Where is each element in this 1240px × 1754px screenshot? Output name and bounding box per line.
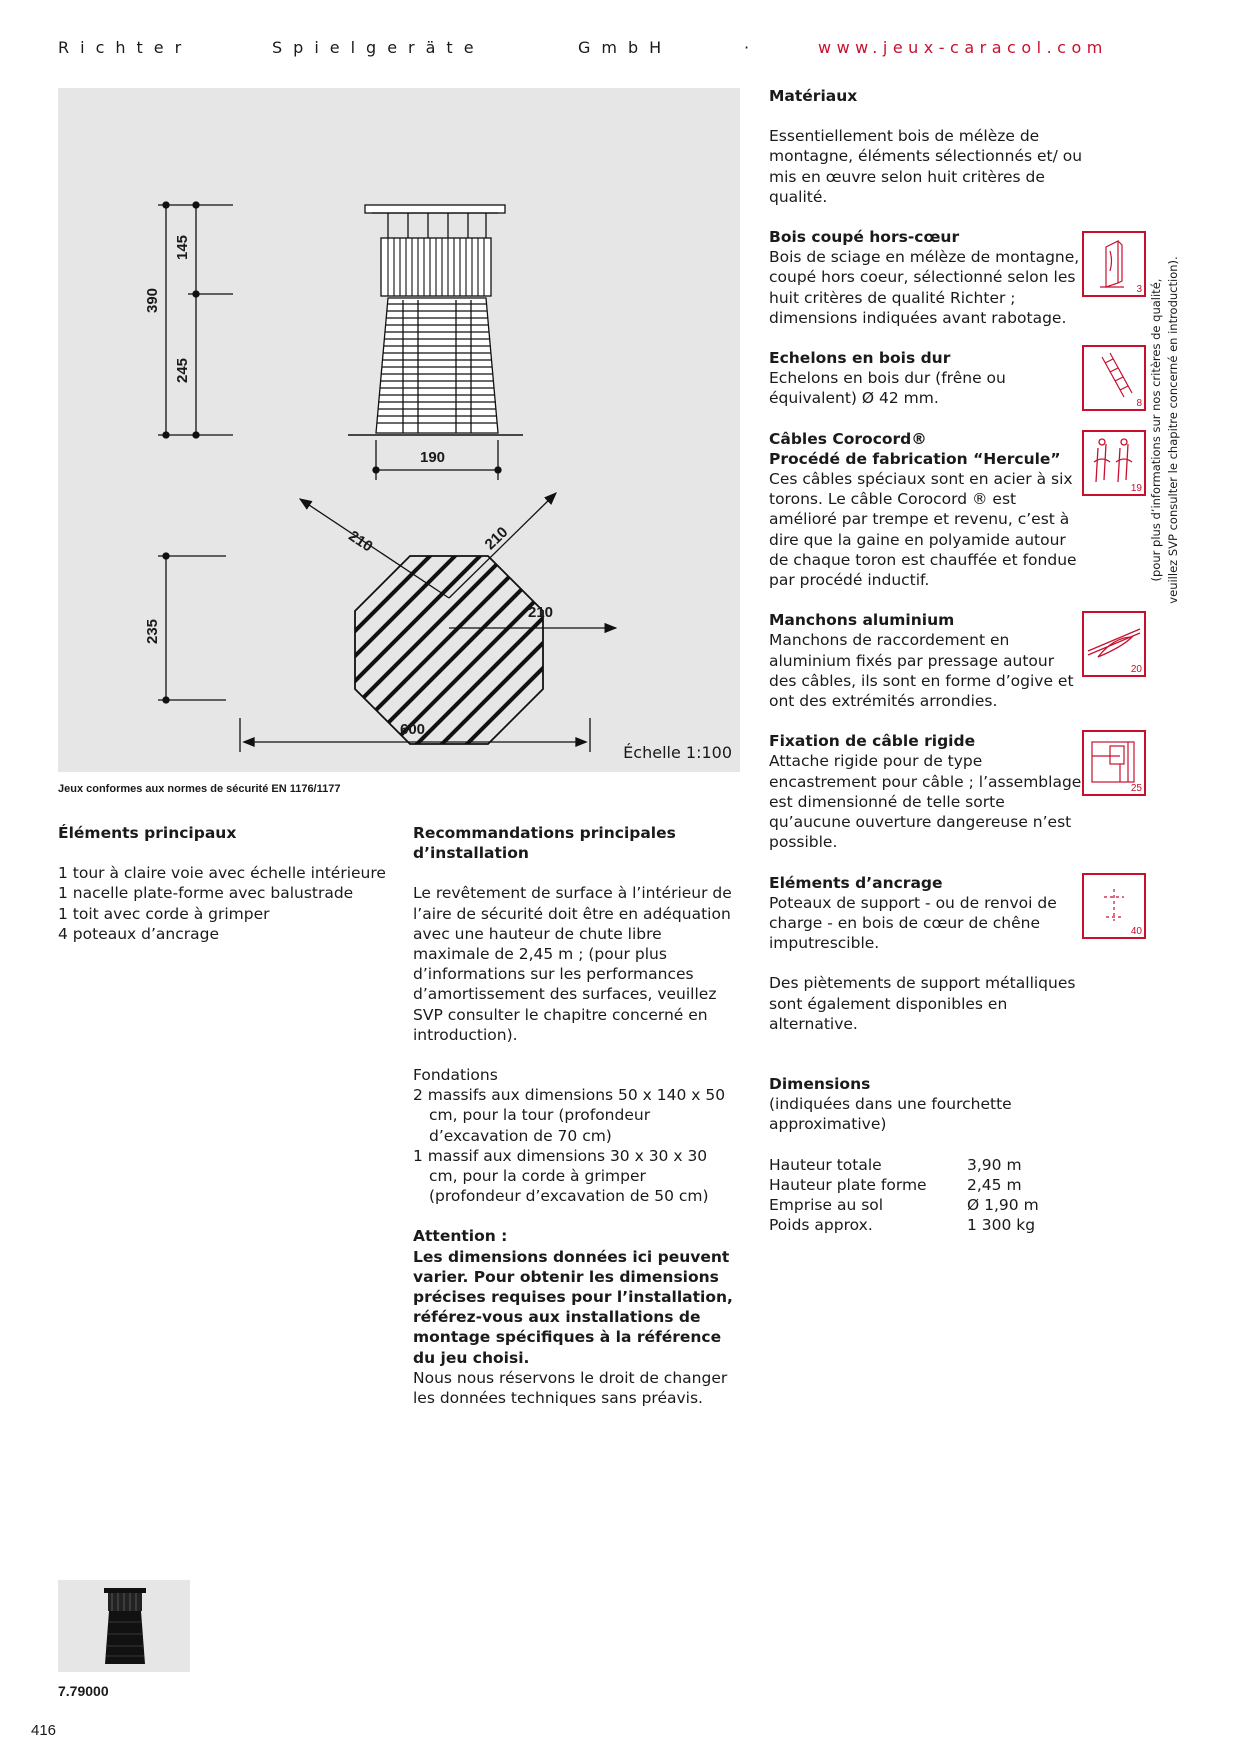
dimension-value: 2,45 m [967, 1175, 1022, 1194]
label-210-right: 210 [481, 523, 512, 554]
installation-section [413, 823, 740, 1408]
sleeves-icon-number: 20 [1130, 664, 1142, 675]
cables-quality-icon [1082, 430, 1146, 496]
label-210-horizontal: 210 [528, 604, 554, 621]
attention-warning: Les dimensions données ici peuvent varier. Pour obtenir les dimensions précises requises pour l’installation, référez-vous aux installations de montage spécifiques à la référence du jeu choisi. [413, 1247, 733, 1367]
cables-icon-number: 19 [1130, 483, 1142, 494]
label-235: 235 [144, 618, 161, 644]
label-145: 145 [174, 234, 191, 260]
rungs-text: Echelons en bois dur (frêne ou équivalent) Ø 42 mm. [769, 369, 1006, 408]
rungs-quality-icon [1082, 345, 1146, 411]
foundations-title: Fondations [413, 1066, 498, 1085]
company-word-2: Spielgeräte [272, 38, 485, 57]
label-600: 600 [400, 721, 426, 738]
dimension-label: Hauteur totale [769, 1155, 882, 1174]
dimension-value: Ø 1,90 m [967, 1195, 1039, 1214]
fixation-text: Attache rigide pour de type encastrement pour câble ; l’assemblage est dimensionné de telle sorte qu’aucune ouverture dangereuse n’est possible. [769, 752, 1082, 852]
anchor-icon-number: 40 [1130, 926, 1142, 937]
company-word-3: GmbH [578, 38, 673, 57]
scale-label: Échelle 1:100 [623, 743, 732, 762]
cables-subtitle: Procédé de fabrication “Hercule” [769, 449, 1061, 468]
materials-title: Matériaux [769, 87, 858, 105]
rungs-title: Echelons en bois dur [769, 349, 951, 368]
technical-drawing [58, 88, 740, 772]
fixation-quality-icon [1082, 730, 1146, 796]
materials-intro: Essentiellement bois de mélèze de montagne, éléments sélectionnés et/ ou mis en œuvre selon huit critères de qualité. [769, 127, 1083, 206]
dimension-value: 3,90 m [967, 1155, 1022, 1174]
foundation-item: 1 massif aux dimensions 30 x 30 x 30 cm, pour la corde à grimper (profondeur d’excavation de 50 cm) [413, 1146, 709, 1206]
rungs-icon-number: 8 [1136, 398, 1142, 409]
wood-text: Bois de sciage en mélèze de montagne, coupé hors coeur, sélectionné selon les huit critères de qualité Richter ; dimensions indiquées avant rabotage. [769, 248, 1080, 327]
main-elements-item: 1 nacelle plate-forme avec balustrade [58, 884, 354, 903]
sleeves-text: Manchons de raccordement en aluminium fixés par pressage autour des câbles, ils sont en forme d’ogive et ont des extrémités arrondies. [769, 631, 1074, 711]
dimension-label: Emprise au sol [769, 1195, 884, 1214]
header-separator: · [744, 38, 761, 57]
wood-title: Bois coupé hors-cœur [769, 228, 960, 247]
anchor-text: Poteaux de support - ou de renvoi de charge - en bois de cœur de chêne imputrescible. [769, 893, 1057, 953]
fixation-icon-number: 25 [1130, 783, 1142, 794]
main-elements-item: 1 toit avec corde à grimper [58, 904, 270, 923]
label-190: 190 [420, 449, 446, 466]
anchor-text-alt: Des piètements de support métalliques sont également disponibles en alternative. [769, 974, 1076, 1033]
label-245: 245 [174, 357, 191, 383]
materials-section [769, 86, 1085, 1235]
product-thumbnail [58, 1580, 190, 1672]
installation-body: Le revêtement de surface à l’intérieur de l’aire de sécurité doit être en adéquation avec une hauteur de chute libre maximale de 2,45 m ; (pour plus d’informations sur les performances d’amortissement des surfaces, veuillez SVP consulter le chapitre concerné en introduction). [413, 884, 732, 1044]
main-elements-item: 4 poteaux d’ancrage [58, 924, 220, 943]
fixation-title: Fixation de câble rigide [769, 732, 976, 751]
anchor-title: Eléments d’ancrage [769, 873, 943, 892]
attention-title: Attention : [413, 1227, 508, 1246]
product-reference: 7.79000 [58, 1683, 109, 1699]
dimensions-title: Dimensions [769, 1074, 871, 1093]
dimension-label: Hauteur plate forme [769, 1175, 927, 1194]
main-elements-title: Éléments principaux [58, 824, 237, 842]
installation-title: Recommandations principales d’installation [413, 824, 676, 863]
anchor-quality-icon [1082, 873, 1146, 939]
label-390: 390 [144, 287, 161, 313]
dimension-label: Poids approx. [769, 1216, 873, 1235]
foundation-item: 2 massifs aux dimensions 50 x 140 x 50 cm, pour la tour (profondeur d’excavation de 70 cm) [413, 1086, 726, 1145]
sleeves-title: Manchons aluminium [769, 611, 955, 630]
sleeves-quality-icon [1082, 611, 1146, 677]
attention-disclaimer: Nous nous réservons le droit de changer les données techniques sans préavis. [413, 1368, 728, 1408]
quality-criteria-note: (pour plus d’informations sur nos critères de qualité, veuillez SVP consulter le chapitre concerné en introduction). [1149, 256, 1180, 604]
cables-text: Ces câbles spéciaux sont en acier à six torons. Le câble Corocord ® est amélioré par trempe et revenu, c’est à dire que la gaine en polyamide autour de chaque toron est chauffée et fondue par procédé inductif. [769, 470, 1077, 590]
company-word-1: Richter [58, 38, 193, 57]
cables-title: Câbles Corocord® [769, 429, 927, 448]
website-link[interactable]: www.jeux-caracol.com [818, 38, 1108, 57]
dimension-600-svg [58, 88, 740, 772]
dimensions-table [769, 1155, 1085, 1236]
dimensions-subtitle: (indiquées dans une fourchette approximative) [769, 1095, 1012, 1134]
safety-norm-text: Jeux conformes aux normes de sécurité EN 1176/1177 [58, 783, 341, 795]
wood-icon-number: 3 [1136, 284, 1142, 295]
page-header [58, 38, 1108, 60]
main-elements-item: 1 tour à claire voie avec échelle intérieure [58, 864, 386, 883]
tower-thumbnail-image [58, 1580, 190, 1672]
page-number: 416 [31, 1722, 57, 1739]
label-210-left: 210 [345, 527, 376, 556]
dimension-value: 1 300 kg [967, 1216, 1036, 1235]
wood-quality-icon [1082, 231, 1146, 297]
main-elements-section [58, 823, 398, 944]
